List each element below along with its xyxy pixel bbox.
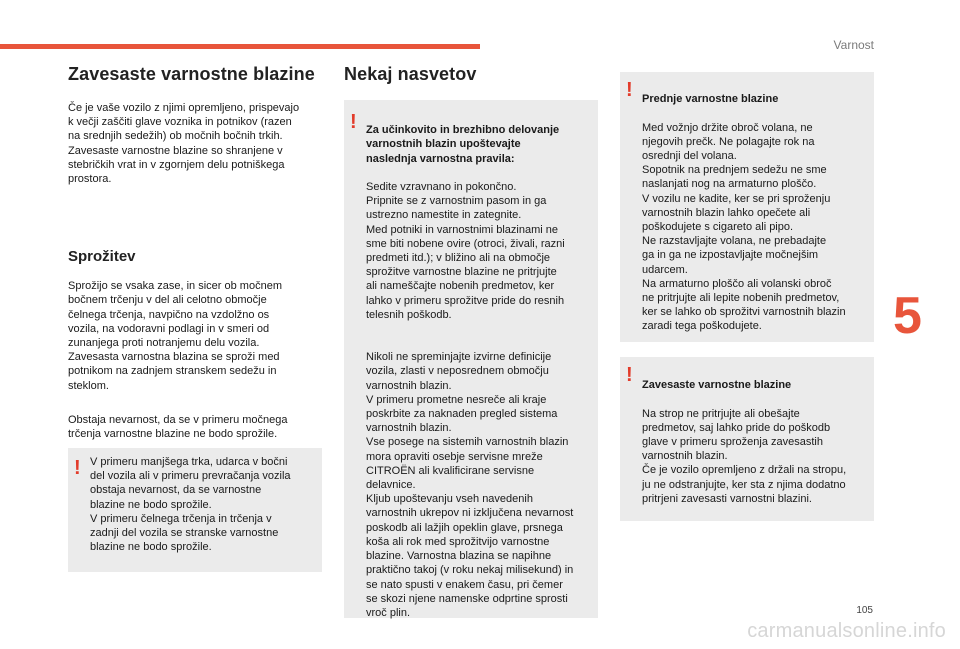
warning-box-left: [68, 448, 322, 572]
page-title: Zavesaste varnostne blazine: [68, 64, 315, 84]
warning-icon: !: [74, 457, 81, 479]
front-airbag-content: [642, 78, 868, 348]
curtain-airbag-heading: Zavesaste varnostne blazine: [642, 379, 792, 392]
watermark: carmanualsonline.info: [747, 620, 946, 642]
tips-content: [366, 109, 592, 634]
middle-column: [344, 64, 602, 85]
header-accent-bar: [0, 44, 480, 49]
triggering-heading: Sprožitev: [68, 248, 136, 266]
tips-text-1: Sedite vzravnano in pokončno. Pripnite se z varnostnim pasom in ga ustrezno namestite in zategnite. Med potniki in varnostnimi blazinami ne sme biti nobene ovire (otroci, živali, razni predmeti itd.); v bližino ali na območje sprožitve varnostne blazine ne pritrjujte ali nameščajte nobenih predmetov, ker lahko v primeru sprožitve pride do resnih telesnih poškodb.: [366, 181, 565, 321]
warning-icon: !: [350, 111, 357, 133]
triggering-text: Sprožijo se vsaka zase, in sicer ob močnem bočnem trčenju v del ali celotno območje čelnega trčenja, navpično na vzdolžno os vozila, na vodoravni podlagi in v smeri od zunanjega proti notranjemu delu vozila. Zavesasta varnostna blazina se sproži med potnikom na zadnjem stranskem sedežu in steklom.: [68, 280, 282, 392]
warning-icon: !: [626, 79, 633, 101]
tips-text-2: Nikoli ne spreminjajte izvirne definicije vozila, zlasti v neposrednem območju varnostnih blazin. V primeru prometne nesreče ali kraje poskrbite za naknaden pregled sistema varnostnih blazin. Vse posege na sistemih varnostnih blazin mora opraviti osebje servisne mreže CITROËN ali kvalificirane servisne delavnice. Kljub upoštevanju vseh navedenih varnostnih ukrepov ni izključena nevarnost poskodb ali lažjih opeklin glave, prsnega koša ali rok med sprožitvijo varnostne blazine. Varnostna blazina se napihne praktično takoj (v roku nekaj milisekund) in se nato spusti v enakem času, pri čemer se skozi njene namenske odprtine sprosti vroč plin.: [366, 351, 574, 619]
warning-text: V primeru manjšega trka, udarca v bočni del vozila ali v primeru prevračanja vozila obstaja nevarnost, da se varnostne blazine ne bodo sprožile. V primeru čelnega trčenja in trčenja v zadnji del vozila se stranske varnostne blazine ne bodo sprožile.: [90, 456, 291, 554]
left-column: [68, 64, 326, 441]
page-number: 105: [856, 605, 873, 616]
curtain-airbag-content: [642, 364, 868, 520]
section-tag: Varnost: [833, 38, 874, 52]
front-airbag-box: [620, 72, 874, 342]
intro-text: Če je vaše vozilo z njimi opremljeno, prispevajo k večji zaščiti glave voznika in potnikov (razen na srednjih sedežih) ob močnih bočnih trkih. Zavesaste varnostne blazine so shranjene v stebričkih vrat in v zgornjem delu potniškega prostora.: [68, 102, 300, 186]
curtain-airbag-box: [620, 357, 874, 521]
warning-icon: !: [626, 364, 633, 386]
tips-heading: Za učinkovito in brezhibno delovanje varnostnih blazin upoštevajte naslednja varnostna pravila:: [366, 124, 560, 165]
hazard-text: Obstaja nevarnost, da se v primeru močnega trčenja varnostne blazine ne bodo sprožile.: [68, 413, 288, 441]
front-airbag-text: Med vožnjo držite obroč volana, ne njegovih prečk. Ne polagajte rok na osrednji del volana. Sopotnik na prednjem sedežu ne sme naslanjati nog na armaturno ploščo. V vozilu ne kadite, ker se pri sproženju varnostnih blazin lahko opečete ali poškodujete s cigareto ali pipo. Ne razstavljajte volana, ne prebadajte ga in ga ne izpostavljajte močnejšim udarcem. Na armaturno ploščo ali volanski obroč ne pritrjujte ali lepite nobenih predmetov, ker se lahko ob sprožitvi varnostnih blazin zaradi tega poškodujete.: [642, 121, 846, 333]
chapter-number: 5: [893, 287, 922, 345]
front-airbag-heading: Prednje varnostne blazine: [642, 93, 779, 106]
tips-box: [344, 100, 598, 618]
curtain-airbag-text: Na strop ne pritrjujte ali obešajte predmetov, saj lahko pride do poškodb glave v primeru sproženja zavesastih varnostnih blazin. Če je vozilo opremljeno z držali na stropu, ju ne odstranjujte, ker sta z njima dodatno pritrjeni zavesasti varnostni blazini.: [642, 407, 847, 505]
tips-title: Nekaj nasvetov: [344, 64, 477, 84]
